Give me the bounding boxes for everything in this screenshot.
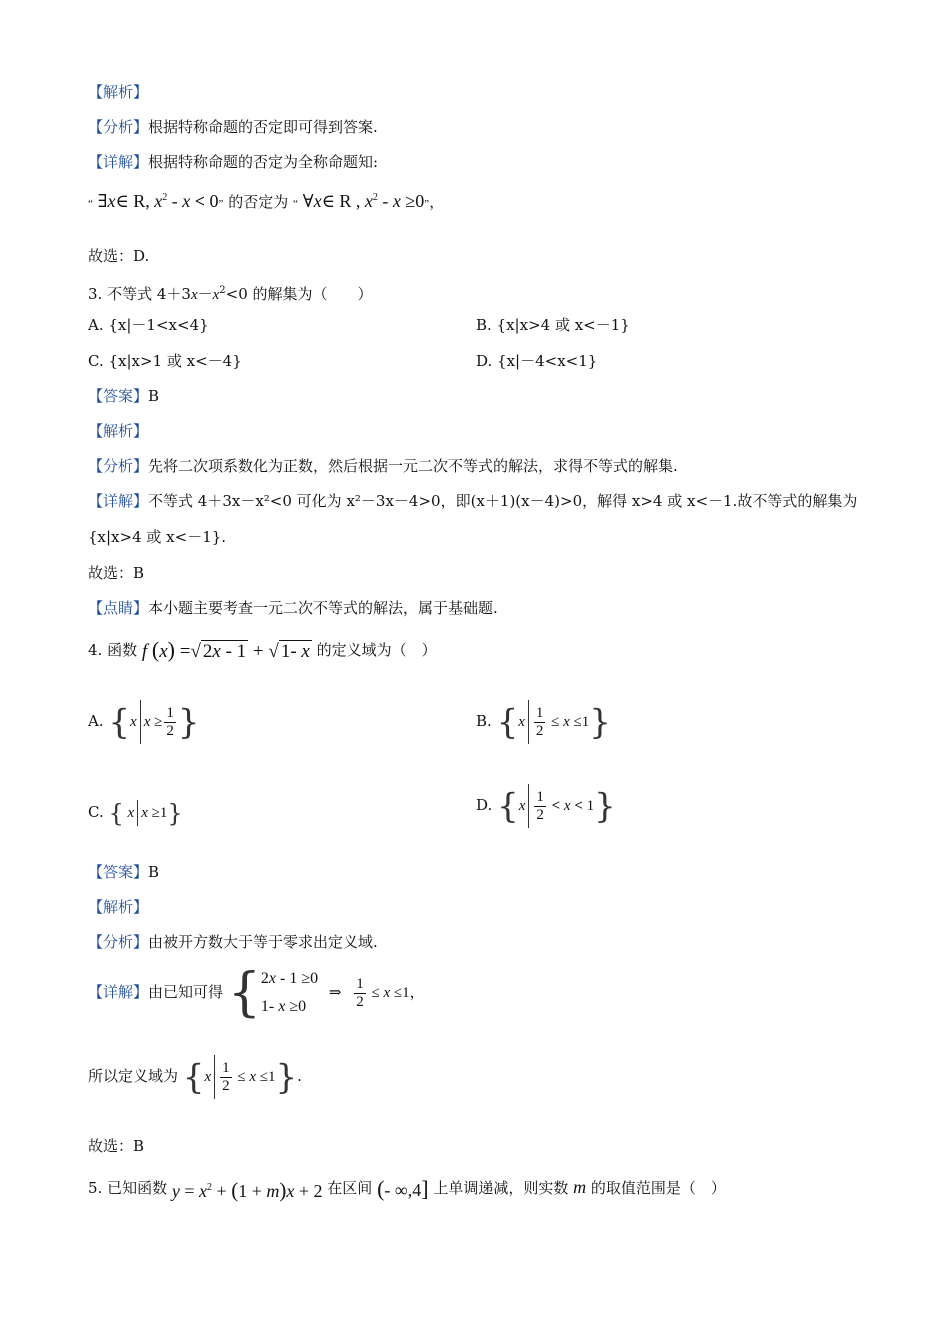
q3-xiangjie: 【详解】不等式 4＋3x－x²<0 可化为 x²－3x－4>0，即(x＋1)(x－4)>0，解得 x>4 或 x<－1.故不等式的解集为 xyxy=(88,492,858,510)
q3-option-d: D. {x|－4<x<1} xyxy=(476,352,598,370)
q4-xiangjie: 【详解】由已知可得 { 2x - 1 ≥0 1- x ≥0 ⇒ $\frac{1}{2}$ ≤ x ≤1， xyxy=(88,963,425,1023)
q4-answer: 【答案】B xyxy=(88,863,160,881)
q4-suoyi: 所以定义域为 {x $\frac{1}{2}$ ≤ x ≤1}. xyxy=(88,1057,302,1098)
q4-jiexi-heading: 【解析】 xyxy=(88,898,149,916)
q3-option-c: C. {x|x>1 或 x<－4} xyxy=(88,352,242,370)
q2-guxuan: 故选：D. xyxy=(88,247,150,265)
xiangjie-text: 根据特称命题的否定为全称命题知: xyxy=(148,153,379,171)
q3-dianjing: 【点睛】本小题主要考查一元二次不等式的解法，属于基础题. xyxy=(88,599,498,617)
q2-xiangjie xyxy=(88,152,378,172)
q2-fenxi xyxy=(88,117,378,137)
q4-function-formula: f (x) =√ 2x - 1 + √ 1- x xyxy=(141,637,310,662)
q3-xiangjie-line2: {x|x>4 或 x<－1}. xyxy=(88,528,227,546)
q4-guxuan: 故选：B xyxy=(88,1137,145,1155)
fenxi-text: 根据特称命题的否定即可得到答案. xyxy=(148,118,378,136)
q2-jiexi-heading: 【解析】 xyxy=(88,83,149,101)
fenxi-tag: 【分析】 xyxy=(88,118,149,136)
q3-option-a: A. {x|－1<x<4} xyxy=(88,316,209,334)
q4-option-a: A. {x x ≥ $\frac{1}{2}$ } xyxy=(88,702,200,743)
xiangjie-tag: 【详解】 xyxy=(88,153,149,171)
q3-stem: 3. 不等式 $4+3x-x^2<0$ 的解集为（ ） xyxy=(88,285,373,303)
q4-option-c: C. { x x ≥1} xyxy=(88,799,183,828)
q5-stem: 5. 已知函数 $y = x^2 + (1 + m)x + 2$ 在区间 (- ∞,4] 上单调递减，则实数 m 的取值范围是（ ） xyxy=(88,1175,726,1202)
q3-guxuan: 故选：B xyxy=(88,564,145,582)
q3-answer: 【答案】B xyxy=(88,387,160,405)
q4-fenxi: 【分析】由被开方数大于等于零求出定义域. xyxy=(88,933,378,951)
neg-mid-text: 的否定为 xyxy=(228,193,289,211)
inequality-system: { 2x - 1 ≥0 1- x ≥0 xyxy=(227,963,319,1023)
q4-option-d: D. {x $\frac{1}{2}$ < x < 1} xyxy=(476,786,616,827)
q2-negation-formula: “ ∃x∈ R, $x^2 - x < 0$” 的否定为 “ ∀x∈ R , $x^2 - x \ge 0$”， xyxy=(88,191,445,211)
q3-jiexi-heading: 【解析】 xyxy=(88,422,149,440)
q4-stem: 4. 函数 f (x) =√ 2x - 1 + √ 1- x 的定义域为（ ） xyxy=(88,637,437,662)
q3-option-b: B. {x|x>4 或 x<－1} xyxy=(476,316,630,334)
q3-fenxi: 【分析】先将二次项系数化为正数，然后根据一元二次不等式的解法，求得不等式的解集. xyxy=(88,457,678,475)
q4-option-b: B. {x $\frac{1}{2}$ ≤ x ≤1} xyxy=(476,702,611,743)
